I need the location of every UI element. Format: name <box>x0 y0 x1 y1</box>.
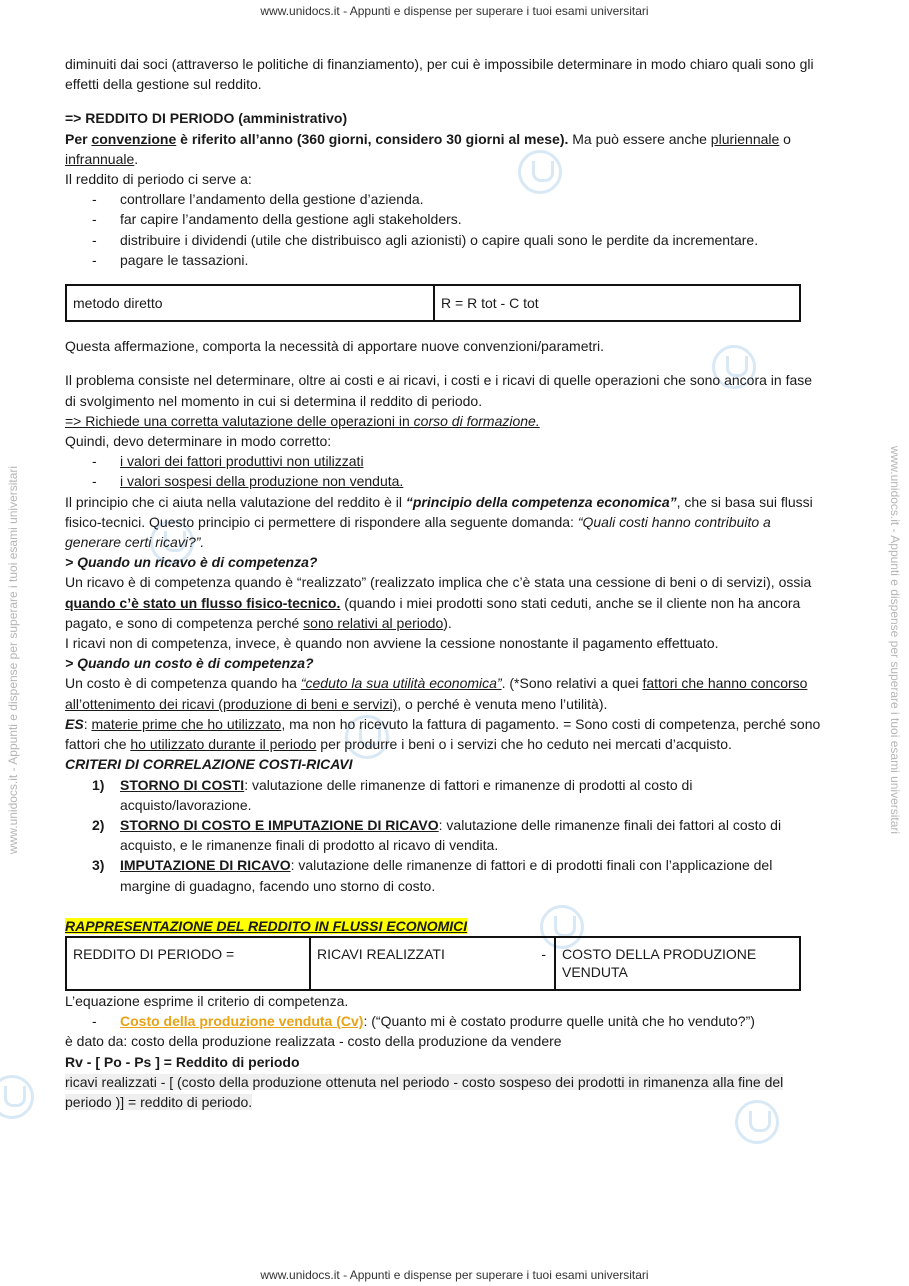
reddito-table <box>65 936 801 991</box>
list-item: 1) STORNO DI COSTI: valutazione delle rimanenze di fattori e rimanenze di prodotti al costo di acquisto/lavorazione. <box>92 776 693 813</box>
affermazione-text: Questa affermazione, comporta la necessità di apportare nuove convenzioni/parametri. <box>65 338 605 355</box>
side-watermark-left: www.unidocs.it - Appunti e dispense per superare i tuoi esami universitari <box>6 465 20 855</box>
table-cell: RICAVI REALIZZATI - <box>310 937 555 990</box>
convenzione-paragraph: Per convenzione è riferito all’anno (360 giorni, considero 30 giorni al mese). Ma può essere anche pluriennale o infrannuale. <box>65 130 791 167</box>
page-footer-watermark: www.unidocs.it - Appunti e dispense per superare i tuoi esami universitari <box>260 1268 649 1282</box>
watermark-logo-icon <box>0 1075 34 1119</box>
question-ricavo: > Quando un ricavo è di competenza? <box>65 554 318 571</box>
table-cell: REDDITO DI PERIODO = <box>66 937 310 990</box>
principio-paragraph: Il principio che ci aiuta nella valutazione del reddito è il “principio della competenza economica”, che si basa sui flussi fisico-tecnici. Questo principio ci permettere di rispondere alla seguente domanda: “Quali costi hanno contribuito a generare certi ricavi?”. <box>65 493 813 551</box>
ricavo-paragraph: Un ricavo è di competenza quando è “realizzato” (realizzato implica che c’è stata una cessione di beni o di servizi), ossia quando c’è stato un flusso fisico-tecnico. (quando i miei prodotti sono stati ceduti, anche se il cliente non ha ancora pagato, e sono di competenza perché sono relativi al periodo). <box>65 574 812 631</box>
dato-text: è dato da: costo della produzione realizzata - costo della produzione da vendere <box>65 1033 562 1050</box>
quindi-text: Quindi, devo determinare in modo corretto: <box>65 433 332 450</box>
criteri-heading: CRITERI DI CORRELAZIONE COSTI-RICAVI <box>65 756 353 773</box>
question-costo: > Quando un costo è di competenza? <box>65 655 314 672</box>
costo-paragraph: Un costo è di competenza quando ha “ceduto la sua utilità economica”. (*Sono relativi a quei fattori che hanno concorso all’ottenimento dei ricavi (produzione di beni e servizi), o perché è venuta meno l’utilità). <box>65 675 808 712</box>
valori-list <box>65 451 825 491</box>
list-item: - controllare l’andamento della gestione d’azienda. <box>65 189 825 209</box>
problema-paragraph: Il problema consiste nel determinare, oltre ai costi e ai ricavi, i costi e i ricavi di quelle operazioni che sono ancora in fase di svolgimento nel momento in cui si determina il reddito di periodo. <box>65 372 813 409</box>
intro-paragraph: diminuiti dai soci (attraverso le politiche di finanziamento), per cui è impossibile determinare in modo chiaro quali sono gli effetti della gestione sul reddito. <box>65 56 814 93</box>
reddito-heading: => REDDITO DI PERIODO (amministrativo) <box>65 110 348 127</box>
criteri-list <box>65 775 825 896</box>
rappresentazione-heading: RAPPRESENTAZIONE DEL REDDITO IN FLUSSI ECONOMICI <box>65 917 468 934</box>
richiede-text: => Richiede una corretta valutazione delle operazioni in corso di formazione. <box>65 412 540 429</box>
list-item: - i valori sospesi della produzione non venduta. <box>65 471 825 491</box>
list-item: - distribuire i dividendi (utile che distribuisco agli azionisti) o capire quali sono le perdite da incrementare. <box>65 230 825 250</box>
serve-text: Il reddito di periodo ci serve a: <box>65 171 252 188</box>
table-cell: metodo diretto <box>66 285 434 321</box>
table-cell: R = R tot - C tot <box>434 285 800 321</box>
list-item: - pagare le tassazioni. <box>65 250 825 270</box>
page-header-watermark: www.unidocs.it - Appunti e dispense per superare i tuoi esami universitari <box>260 4 649 18</box>
table-cell: COSTO DELLA PRODUZIONE VENDUTA <box>555 937 800 990</box>
list-item: 3) IMPUTAZIONE DI RICAVO: valutazione delle rimanenze di fattori e di prodotti finali con l’applicazione del margine di guadagno, facendo uno storno di costo. <box>92 857 773 894</box>
list-item: - far capire l’andamento della gestione agli stakeholders. <box>65 209 825 229</box>
document-body <box>65 54 825 1112</box>
list-item: 2) STORNO DI COSTO E IMPUTAZIONE DI RICAVO: valutazione delle rimanenze finali dei fattori al costo di acquisto, e le rimanenze finali di prodotto al ricavo di vendita. <box>92 816 782 854</box>
cv-list <box>65 1011 825 1031</box>
esempio-paragraph: ES: materie prime che ho utilizzato, ma non ho ricevuto la fattura di pagamento. = Sono costi di competenza, perché sono fattori che ho utilizzato durante il periodo per produrre i beni o i servizi che ho ceduto nei mercati d’acquisto. <box>65 715 821 753</box>
list-item: - Costo della produzione venduta (Cv): (“Quanto mi è costato produrre quelle unità che ho venduto?”) <box>65 1011 825 1031</box>
side-watermark-right: www.unidocs.it - Appunti e dispense per superare i tuoi esami universitari <box>888 445 902 835</box>
equazione-text: L’equazione esprime il criterio di competenza. <box>65 992 349 1009</box>
serve-list <box>65 189 825 270</box>
list-item: - i valori dei fattori produttivi non utilizzati <box>65 451 825 471</box>
ricavi-realizzati-text: ricavi realizzati - [ (costo della produzione ottenuta nel periodo - costo sospeso dei prodotti in rimanenza alla fine del periodo )] = reddito di periodo. <box>65 1073 784 1110</box>
formula-text: Rv - [ Po - Ps ] = Reddito di periodo <box>65 1053 300 1070</box>
metodo-table <box>65 284 801 322</box>
ricavi-non-text: I ricavi non di competenza, invece, è quando non avviene la cessione nonostante il pagamento effettuato. <box>65 635 719 652</box>
